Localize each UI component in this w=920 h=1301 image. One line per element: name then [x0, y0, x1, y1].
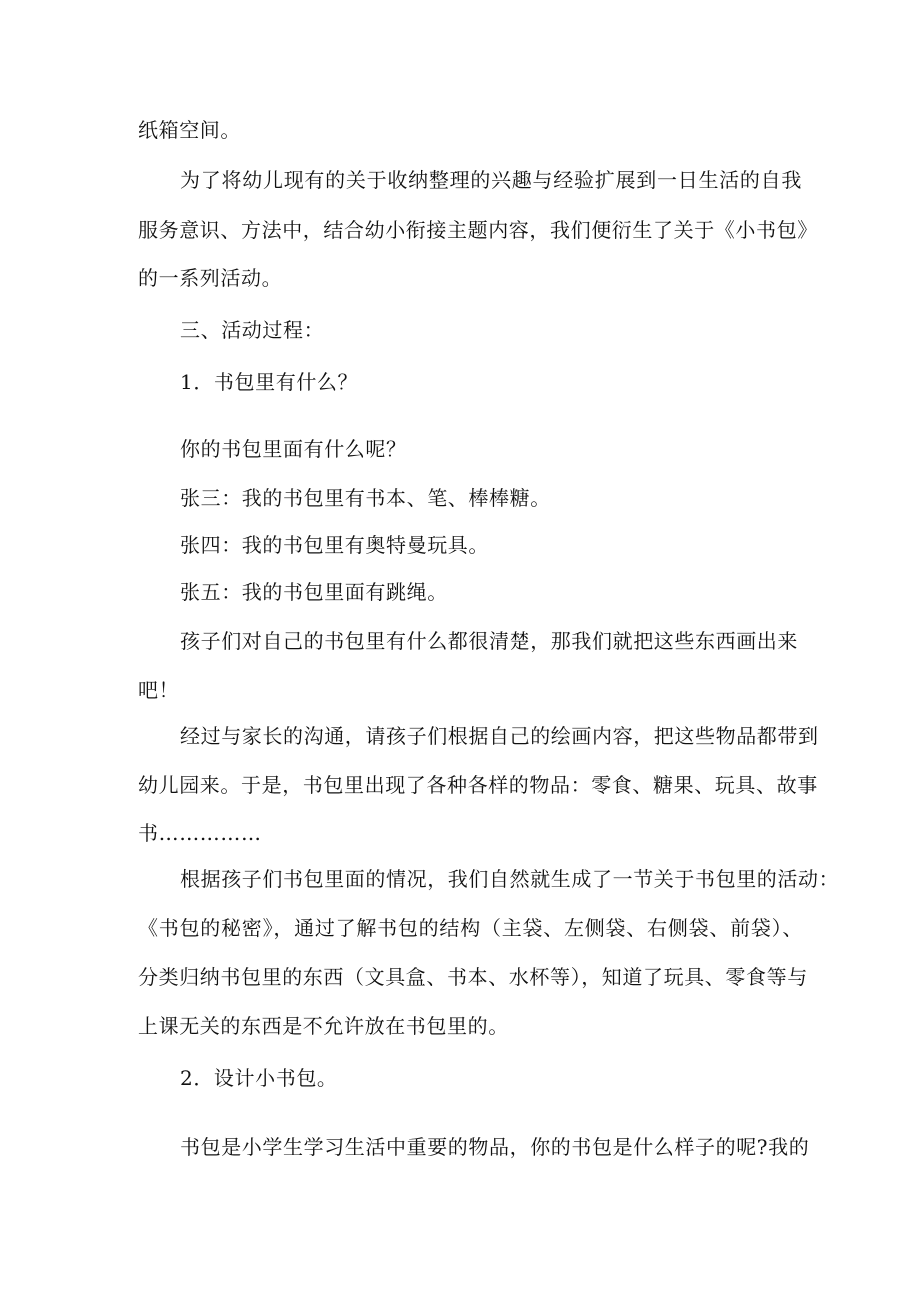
paragraph-line: 书…………… — [138, 821, 262, 845]
paragraph-line: 孩子们对自己的书包里有什么都很清楚，那我们就把这些东西画出来 — [180, 629, 798, 653]
paragraph-line: 《书包的秘密》，通过了解书包的结构（主袋、左侧袋、右侧袋、前袋）、 — [138, 916, 803, 940]
subsection-heading: 2．设计小书包。 — [180, 1066, 338, 1090]
dialogue-line: 张三：我的书包里有书本、笔、棒棒糖。 — [180, 486, 551, 510]
paragraph-line: 你的书包里面有什么呢？ — [180, 437, 407, 461]
paragraph-line: 的一系列活动。 — [138, 266, 283, 290]
paragraph-line: 幼儿园来。于是，书包里出现了各种各样的物品：零食、糖果、玩具、故事 — [138, 773, 818, 797]
section-heading: 三、活动过程： — [180, 318, 325, 342]
paragraph-line: 吧！ — [138, 678, 180, 702]
dialogue-line: 张四：我的书包里有奥特曼玩具。 — [180, 533, 489, 557]
paragraph-line: 上课无关的东西是不允许放在书包里的。 — [138, 1014, 509, 1038]
paragraph-line: 服务意识、方法中，结合幼小衔接主题内容，我们便衍生了关于《小书包》 — [138, 218, 818, 242]
subsection-heading: 1．书包里有什么？ — [180, 370, 359, 394]
paragraph-line: 经过与家长的沟通，请孩子们根据自己的绘画内容，把这些物品都带到 — [180, 724, 819, 748]
dialogue-line: 张五：我的书包里面有跳绳。 — [180, 580, 448, 604]
paragraph-line: 分类归纳书包里的东西（文具盒、书本、水杯等），知道了玩具、零食等与 — [138, 965, 808, 989]
paragraph-line: 纸箱空间。 — [138, 118, 241, 142]
paragraph-line: 根据孩子们书包里面的情况，我们自然就生成了一节关于书包里的活动： — [180, 867, 840, 891]
paragraph-line: 为了将幼儿现有的关于收纳整理的兴趣与经验扩展到一日生活的自我 — [180, 168, 802, 192]
paragraph-line: 书包是小学生学习生活中重要的物品，你的书包是什么样子的呢?我的 — [180, 1135, 810, 1159]
